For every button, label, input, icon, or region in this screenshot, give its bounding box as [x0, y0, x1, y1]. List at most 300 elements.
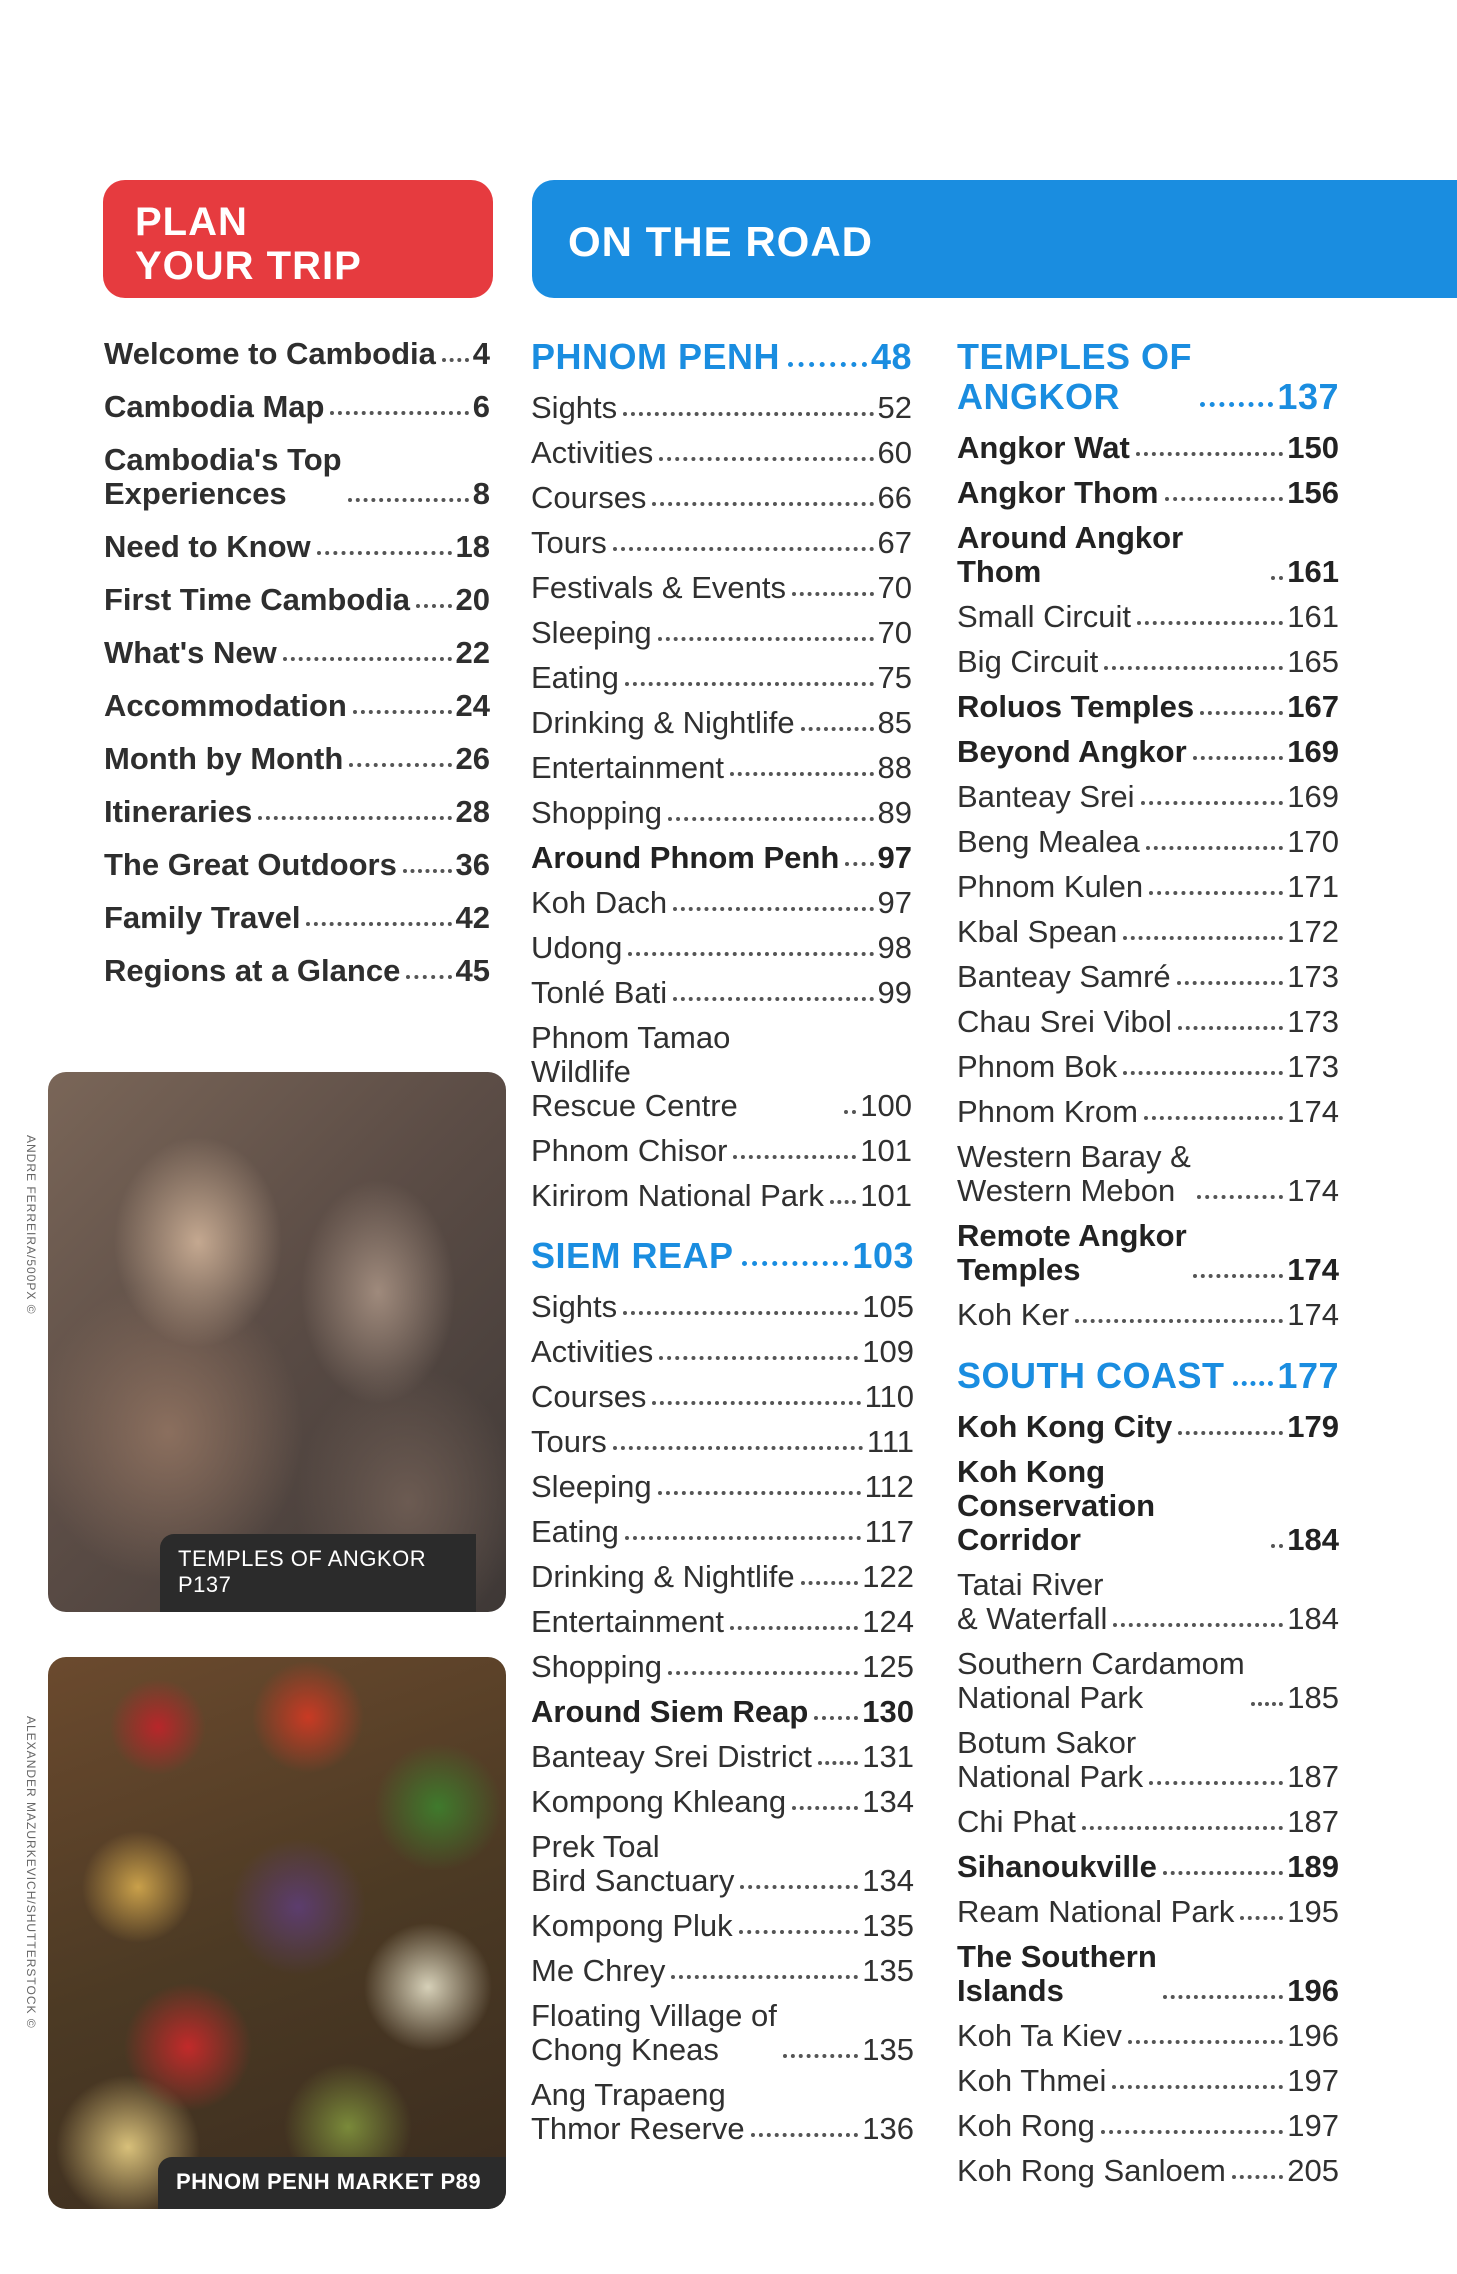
- toc-entry[interactable]: [104, 337, 490, 371]
- dot-leader: [830, 1200, 856, 1204]
- section-title-page: 48: [870, 336, 912, 377]
- toc-entry-label: Koh Kong City: [957, 1409, 1173, 1444]
- toc-entry[interactable]: [531, 1650, 914, 1684]
- toc-entry[interactable]: [531, 1290, 914, 1324]
- toc-entry[interactable]: [531, 1470, 914, 1504]
- section-title[interactable]: [531, 337, 912, 377]
- toc-entry-label: Koh Kong Conservation Corridor: [957, 1454, 1156, 1557]
- toc-entry-page: 136: [862, 2111, 914, 2146]
- dot-leader: [673, 907, 873, 911]
- dot-leader: [1104, 666, 1283, 670]
- toc-entry-page: 85: [877, 705, 912, 740]
- toc-entry[interactable]: [531, 886, 912, 920]
- toc-entry-label: Courses: [531, 1379, 647, 1414]
- toc-entry[interactable]: [531, 1954, 914, 1988]
- toc-entry-label: Kompong Khleang: [531, 1784, 787, 1819]
- toc-entry[interactable]: [531, 1021, 912, 1123]
- dot-leader: [1251, 1702, 1284, 1706]
- toc-entry-label: Phnom Bok: [957, 1049, 1118, 1084]
- dot-leader: [792, 1806, 858, 1810]
- toc-entry-label: Eating: [531, 1514, 619, 1549]
- toc-entry-page: 66: [877, 480, 912, 515]
- toc-entry[interactable]: [531, 481, 912, 515]
- dot-leader: [1128, 2040, 1283, 2044]
- dot-leader: [659, 1356, 858, 1360]
- toc-entry[interactable]: [531, 1740, 914, 1774]
- toc-entry[interactable]: [531, 796, 912, 830]
- toc-entry[interactable]: [957, 690, 1339, 724]
- dot-leader: [1233, 1381, 1274, 1386]
- toc-entry[interactable]: [957, 825, 1339, 859]
- toc-entry[interactable]: [531, 1909, 914, 1943]
- dot-leader: [1101, 2130, 1283, 2134]
- dot-leader: [625, 1536, 861, 1540]
- toc-entry-page: 165: [1287, 644, 1339, 679]
- dot-leader: [1163, 1995, 1283, 1999]
- toc-entry[interactable]: [531, 1380, 914, 1414]
- dot-leader: [306, 922, 451, 926]
- toc-entry-page: 97: [877, 840, 912, 875]
- dot-leader: [671, 1975, 858, 1979]
- toc-entry-label: Chi Phat: [957, 1804, 1076, 1839]
- toc-entry-page: 174: [1287, 1297, 1339, 1332]
- dot-leader: [406, 975, 451, 979]
- phnom-penh-market-photo[interactable]: [48, 1657, 506, 2209]
- dot-leader: [652, 1401, 860, 1405]
- toc-entry[interactable]: [957, 1140, 1339, 1208]
- dot-leader: [1177, 981, 1284, 985]
- toc-entry-label: Sleeping: [531, 1469, 652, 1504]
- dot-leader: [788, 362, 867, 367]
- toc-entry[interactable]: [957, 600, 1339, 634]
- temples-of-angkor-section: [957, 337, 1339, 1343]
- dot-leader: [1144, 1116, 1283, 1120]
- toc-entry[interactable]: [957, 870, 1339, 904]
- toc-entry-label: Drinking & Nightlife: [531, 1559, 795, 1594]
- dot-leader: [1200, 711, 1283, 715]
- toc-entry-label: Around Phnom Penh: [531, 840, 840, 875]
- toc-entry[interactable]: [531, 1515, 914, 1549]
- toc-entry[interactable]: [957, 2154, 1339, 2188]
- toc-entry[interactable]: [531, 616, 912, 650]
- toc-entry[interactable]: [531, 2078, 914, 2146]
- toc-entry-page: 197: [1287, 2063, 1339, 2098]
- toc-entry[interactable]: [957, 1895, 1339, 1929]
- dot-leader: [1141, 801, 1284, 805]
- toc-entry-page: 167: [1287, 689, 1339, 724]
- dot-leader: [801, 727, 874, 731]
- toc-entry-label: Kirirom National Park: [531, 1178, 824, 1213]
- dot-leader: [1136, 452, 1283, 456]
- toc-entry-page: 89: [877, 795, 912, 830]
- plan-your-trip-list: [104, 337, 490, 1007]
- toc-entry-page: 205: [1287, 2153, 1339, 2188]
- toc-entry-page: 135: [862, 2032, 914, 2067]
- toc-entry-page: 170: [1287, 824, 1339, 859]
- south-coast-section: [957, 1356, 1339, 2199]
- dot-leader: [845, 862, 873, 866]
- section-title[interactable]: [957, 337, 1339, 417]
- toc-entry[interactable]: [104, 636, 490, 670]
- toc-entry-page: 111: [866, 1424, 914, 1459]
- dot-leader: [1163, 1871, 1283, 1875]
- toc-entry-page: 174: [1287, 1173, 1339, 1208]
- toc-entry-label: Angkor Wat: [957, 430, 1130, 465]
- toc-entry[interactable]: [957, 735, 1339, 769]
- toc-entry[interactable]: [531, 1134, 912, 1168]
- toc-entry[interactable]: [957, 2109, 1339, 2143]
- toc-entry-page: 22: [455, 635, 490, 670]
- toc-entry[interactable]: [104, 530, 490, 564]
- toc-entry[interactable]: [957, 1726, 1339, 1794]
- toc-entry[interactable]: [957, 1805, 1339, 1839]
- toc-entry-page: 117: [864, 1514, 914, 1549]
- toc-entry-page: 195: [1287, 1894, 1339, 1929]
- toc-entry-label: Kompong Pluk: [531, 1908, 733, 1943]
- toc-entry-label: Cambodia Map: [104, 389, 325, 424]
- toc-entry-page: 70: [877, 615, 912, 650]
- toc-entry[interactable]: [104, 689, 490, 723]
- toc-entry[interactable]: [531, 751, 912, 785]
- toc-entry-label: Cambodia's Top Experiences: [104, 442, 342, 511]
- toc-entry-page: 42: [455, 900, 490, 935]
- toc-entry-label: Ang Trapaeng Thmor Reserve: [531, 2077, 745, 2146]
- toc-entry-page: 173: [1287, 1049, 1339, 1084]
- toc-entry-label: Botum Sakor National Park: [957, 1725, 1144, 1794]
- toc-entry[interactable]: [531, 1560, 914, 1594]
- toc-entry-page: 185: [1287, 1680, 1339, 1715]
- dot-leader: [258, 816, 451, 820]
- toc-entry[interactable]: [531, 571, 912, 605]
- toc-entry-page: 101: [860, 1178, 912, 1213]
- section-title-page: 177: [1277, 1355, 1339, 1396]
- toc-entry-label: Southern Cardamom National Park: [957, 1646, 1245, 1715]
- toc-entry-page: 70: [877, 570, 912, 605]
- toc-entry[interactable]: [531, 706, 912, 740]
- toc-entry[interactable]: [531, 841, 912, 875]
- temples-of-angkor-caption[interactable]: TEMPLES OF ANGKOR P137: [160, 1534, 476, 1612]
- toc-entry[interactable]: [104, 443, 490, 511]
- toc-entry-label: Phnom Chisor: [531, 1133, 728, 1168]
- toc-entry-page: 101: [860, 1133, 912, 1168]
- section-title-page: 103: [852, 1235, 914, 1276]
- toc-entry[interactable]: [957, 1940, 1339, 2008]
- section-title[interactable]: [531, 1236, 914, 1276]
- dot-leader: [801, 1581, 859, 1585]
- dot-leader: [668, 1671, 858, 1675]
- toc-entry-page: 172: [1287, 914, 1339, 949]
- dot-leader: [1193, 756, 1284, 760]
- toc-entry[interactable]: [957, 915, 1339, 949]
- toc-entry-page: 75: [877, 660, 912, 695]
- dot-leader: [1200, 402, 1273, 407]
- dot-leader: [1197, 1195, 1284, 1199]
- toc-entry[interactable]: [104, 954, 490, 988]
- toc-entry-label: What's New: [104, 635, 277, 670]
- toc-entry-page: 6: [472, 389, 490, 424]
- toc-entry-label: Prek Toal Bird Sanctuary: [531, 1829, 735, 1898]
- toc-entry-label: Need to Know: [104, 529, 311, 564]
- toc-entry-label: Phnom Tamao Wildlife Rescue Centre: [531, 1020, 738, 1123]
- toc-entry-label: Koh Ta Kiev: [957, 2018, 1122, 2053]
- phnom-penh-market-caption[interactable]: PHNOM PENH MARKET P89: [158, 2157, 506, 2209]
- toc-entry-page: 125: [862, 1649, 914, 1684]
- toc-entry-page: 187: [1287, 1759, 1339, 1794]
- toc-entry[interactable]: [957, 1647, 1339, 1715]
- toc-entry-page: 184: [1287, 1522, 1339, 1557]
- section-title-label: SOUTH COAST: [957, 1355, 1225, 1396]
- toc-entry-label: Shopping: [531, 795, 663, 830]
- toc-entry-label: Shopping: [531, 1649, 663, 1684]
- toc-entry-label: Ream National Park: [957, 1894, 1235, 1929]
- toc-entry-page: 173: [1287, 1004, 1339, 1039]
- dot-leader: [353, 710, 452, 714]
- toc-entry-label: Sights: [531, 390, 618, 425]
- toc-entry-page: 134: [862, 1863, 914, 1898]
- toc-entry-page: 28: [455, 794, 490, 829]
- toc-entry-page: 99: [877, 975, 912, 1010]
- toc-entry-label: Banteay Srei: [957, 779, 1135, 814]
- toc-entry-label: Sihanoukville: [957, 1849, 1157, 1884]
- toc-entry[interactable]: [957, 780, 1339, 814]
- toc-entry-label: Tours: [531, 525, 607, 560]
- toc-entry[interactable]: [957, 1005, 1339, 1039]
- toc-entry-page: 112: [864, 1469, 914, 1504]
- dot-leader: [658, 1491, 861, 1495]
- toc-entry-page: 196: [1287, 1973, 1339, 2008]
- toc-entry-label: The Great Outdoors: [104, 847, 397, 882]
- toc-entry-label: Me Chrey: [531, 1953, 666, 1988]
- toc-entry-label: Eating: [531, 660, 619, 695]
- dot-leader: [283, 657, 452, 661]
- dot-leader: [668, 817, 874, 821]
- toc-entry-label: Month by Month: [104, 741, 344, 776]
- toc-entry-label: Family Travel: [104, 900, 301, 935]
- toc-entry-page: 100: [860, 1088, 912, 1123]
- toc-entry-label: Floating Village of Chong Kneas: [531, 1998, 777, 2067]
- toc-entry-page: 110: [864, 1379, 914, 1414]
- toc-entry-page: 131: [862, 1739, 914, 1774]
- toc-entry[interactable]: [957, 960, 1339, 994]
- dot-leader: [1113, 1623, 1283, 1627]
- toc-entry-page: 105: [862, 1289, 914, 1324]
- toc-entry[interactable]: [531, 1425, 914, 1459]
- on-the-road-title: ON THE ROAD: [568, 218, 873, 265]
- dot-leader: [658, 637, 874, 641]
- toc-entry[interactable]: [531, 1179, 912, 1213]
- toc-entry[interactable]: [531, 391, 912, 425]
- toc-entry-label: Festivals & Events: [531, 570, 786, 605]
- dot-leader: [1082, 1826, 1283, 1830]
- toc-entry[interactable]: [957, 1455, 1339, 1557]
- dot-leader: [1149, 1781, 1283, 1785]
- toc-entry-page: 179: [1287, 1409, 1339, 1444]
- toc-entry[interactable]: [531, 931, 912, 965]
- toc-entry-label: First Time Cambodia: [104, 582, 411, 617]
- toc-entry[interactable]: [104, 742, 490, 776]
- toc-entry-label: Accommodation: [104, 688, 347, 723]
- toc-entry-page: 109: [862, 1334, 914, 1369]
- toc-entry[interactable]: [531, 1999, 914, 2067]
- toc-entry[interactable]: [531, 661, 912, 695]
- toc-entry-page: 26: [455, 741, 490, 776]
- toc-entry-label: Big Circuit: [957, 644, 1099, 679]
- section-title-page: 137: [1277, 376, 1339, 417]
- toc-entry-label: Tours: [531, 1424, 607, 1459]
- toc-entry-label: Drinking & Nightlife: [531, 705, 795, 740]
- dot-leader: [1271, 1544, 1283, 1548]
- toc-entry[interactable]: [957, 1219, 1339, 1287]
- toc-entry-label: Small Circuit: [957, 599, 1131, 634]
- toc-entry[interactable]: [104, 795, 490, 829]
- toc-entry-page: 135: [862, 1953, 914, 1988]
- toc-entry-page: 197: [1287, 2108, 1339, 2143]
- dot-leader: [659, 457, 873, 461]
- dot-leader: [1165, 497, 1284, 501]
- toc-entry[interactable]: [531, 1785, 914, 1819]
- dot-leader: [1240, 1916, 1283, 1920]
- toc-entry-label: Phnom Kulen: [957, 869, 1144, 904]
- toc-entry-page: 174: [1287, 1252, 1339, 1287]
- dot-leader: [730, 1626, 858, 1630]
- toc-entry-page: 45: [455, 953, 490, 988]
- toc-entry[interactable]: [957, 1095, 1339, 1129]
- toc-entry-page: 122: [862, 1559, 914, 1594]
- toc-entry-page: 184: [1287, 1601, 1339, 1636]
- toc-entry-label: Around Siem Reap: [531, 1694, 809, 1729]
- toc-entry-page: 124: [862, 1604, 914, 1639]
- toc-entry-label: Chau Srei Vibol: [957, 1004, 1172, 1039]
- dot-leader: [1193, 1274, 1284, 1278]
- toc-entry-label: Banteay Samré: [957, 959, 1171, 994]
- toc-entry[interactable]: [957, 1050, 1339, 1084]
- photo-credit-angkor: ANDRE FERREIRA/500PX ©: [24, 1135, 38, 1315]
- toc-entry[interactable]: [531, 1605, 914, 1639]
- toc-entry-label: Angkor Thom: [957, 475, 1159, 510]
- toc-entry-label: Koh Rong Sanloem: [957, 2153, 1226, 2188]
- toc-entry[interactable]: [531, 1830, 914, 1898]
- toc-entry[interactable]: [531, 976, 912, 1010]
- toc-entry[interactable]: [104, 583, 490, 617]
- dot-leader: [730, 772, 874, 776]
- toc-entry[interactable]: [957, 2019, 1339, 2053]
- dot-leader: [613, 547, 874, 551]
- plan-your-trip-header: [103, 180, 493, 298]
- toc-entry-page: 135: [862, 1908, 914, 1943]
- dot-leader: [349, 763, 451, 767]
- toc-entry-page: 173: [1287, 959, 1339, 994]
- toc-entry-label: Koh Dach: [531, 885, 668, 920]
- toc-entry-page: 98: [877, 930, 912, 965]
- toc-entry-label: Kbal Spean: [957, 914, 1118, 949]
- dot-leader: [1123, 936, 1283, 940]
- dot-leader: [623, 1311, 858, 1315]
- toc-entry[interactable]: [531, 1335, 914, 1369]
- dot-leader: [844, 1110, 856, 1114]
- toc-entry-label: Western Baray & Western Mebon: [957, 1139, 1191, 1208]
- dot-leader: [416, 604, 451, 608]
- toc-entry-label: Courses: [531, 480, 647, 515]
- section-title[interactable]: [957, 1356, 1339, 1396]
- toc-entry[interactable]: [957, 1568, 1339, 1636]
- toc-entry-label: Roluos Temples: [957, 689, 1195, 724]
- dot-leader: [783, 2054, 858, 2058]
- dot-leader: [1137, 621, 1283, 625]
- dot-leader: [1178, 1431, 1283, 1435]
- toc-entry-label: Beng Mealea: [957, 824, 1140, 859]
- toc-entry[interactable]: [531, 1695, 914, 1729]
- toc-entry[interactable]: [957, 476, 1339, 510]
- toc-entry-label: Koh Ker: [957, 1297, 1070, 1332]
- toc-entry-label: Itineraries: [104, 794, 253, 829]
- on-the-road-header: [532, 180, 1457, 298]
- dot-leader: [1075, 1319, 1283, 1323]
- toc-entry[interactable]: [104, 390, 490, 424]
- toc-entry-label: Tonlé Bati: [531, 975, 668, 1010]
- dot-leader: [739, 1930, 859, 1934]
- toc-entry-label: Tatai River & Waterfall: [957, 1567, 1108, 1636]
- toc-entry-page: 67: [877, 525, 912, 560]
- toc-entry-label: Entertainment: [531, 1604, 724, 1639]
- toc-entry[interactable]: [957, 521, 1339, 589]
- toc-entry[interactable]: [104, 848, 490, 882]
- dot-leader: [1112, 2085, 1283, 2089]
- toc-entry-label: Koh Thmei: [957, 2063, 1107, 2098]
- dot-leader: [814, 1716, 858, 1720]
- dot-leader: [818, 1761, 858, 1765]
- toc-entry-page: 24: [455, 688, 490, 723]
- temples-of-angkor-photo[interactable]: [48, 1072, 506, 1612]
- toc-entry-page: 52: [877, 390, 912, 425]
- toc-entry-page: 169: [1287, 734, 1339, 769]
- toc-entry-page: 8: [472, 476, 490, 511]
- toc-entry-label: Entertainment: [531, 750, 724, 785]
- dot-leader: [628, 952, 873, 956]
- dot-leader: [1146, 846, 1284, 850]
- toc-entry-label: Regions at a Glance: [104, 953, 401, 988]
- toc-entry[interactable]: [957, 431, 1339, 465]
- toc-entry[interactable]: [957, 1298, 1339, 1332]
- dot-leader: [1149, 891, 1283, 895]
- dot-leader: [317, 551, 452, 555]
- toc-entry[interactable]: [531, 436, 912, 470]
- dot-leader: [348, 498, 469, 502]
- toc-entry-page: 161: [1287, 599, 1339, 634]
- toc-entry-label: The Southern Islands: [957, 1939, 1157, 2008]
- dot-leader: [740, 1885, 858, 1889]
- toc-entry[interactable]: [957, 1850, 1339, 1884]
- toc-entry[interactable]: [531, 526, 912, 560]
- dot-leader: [403, 869, 452, 873]
- dot-leader: [1232, 2175, 1283, 2179]
- toc-entry-page: 88: [877, 750, 912, 785]
- toc-entry-page: 130: [862, 1694, 914, 1729]
- toc-entry[interactable]: [104, 901, 490, 935]
- section-title-label: SIEM REAP: [531, 1235, 734, 1276]
- toc-entry-page: 134: [862, 1784, 914, 1819]
- dot-leader: [673, 997, 873, 1001]
- toc-entry[interactable]: [957, 1410, 1339, 1444]
- toc-entry-label: Activities: [531, 1334, 654, 1369]
- toc-entry[interactable]: [957, 2064, 1339, 2098]
- phnom-penh-section: [531, 337, 912, 1224]
- toc-entry-page: 169: [1287, 779, 1339, 814]
- toc-entry-label: Udong: [531, 930, 623, 965]
- toc-entry[interactable]: [957, 645, 1339, 679]
- toc-entry-page: 150: [1287, 430, 1339, 465]
- dot-leader: [613, 1446, 863, 1450]
- dot-leader: [623, 412, 873, 416]
